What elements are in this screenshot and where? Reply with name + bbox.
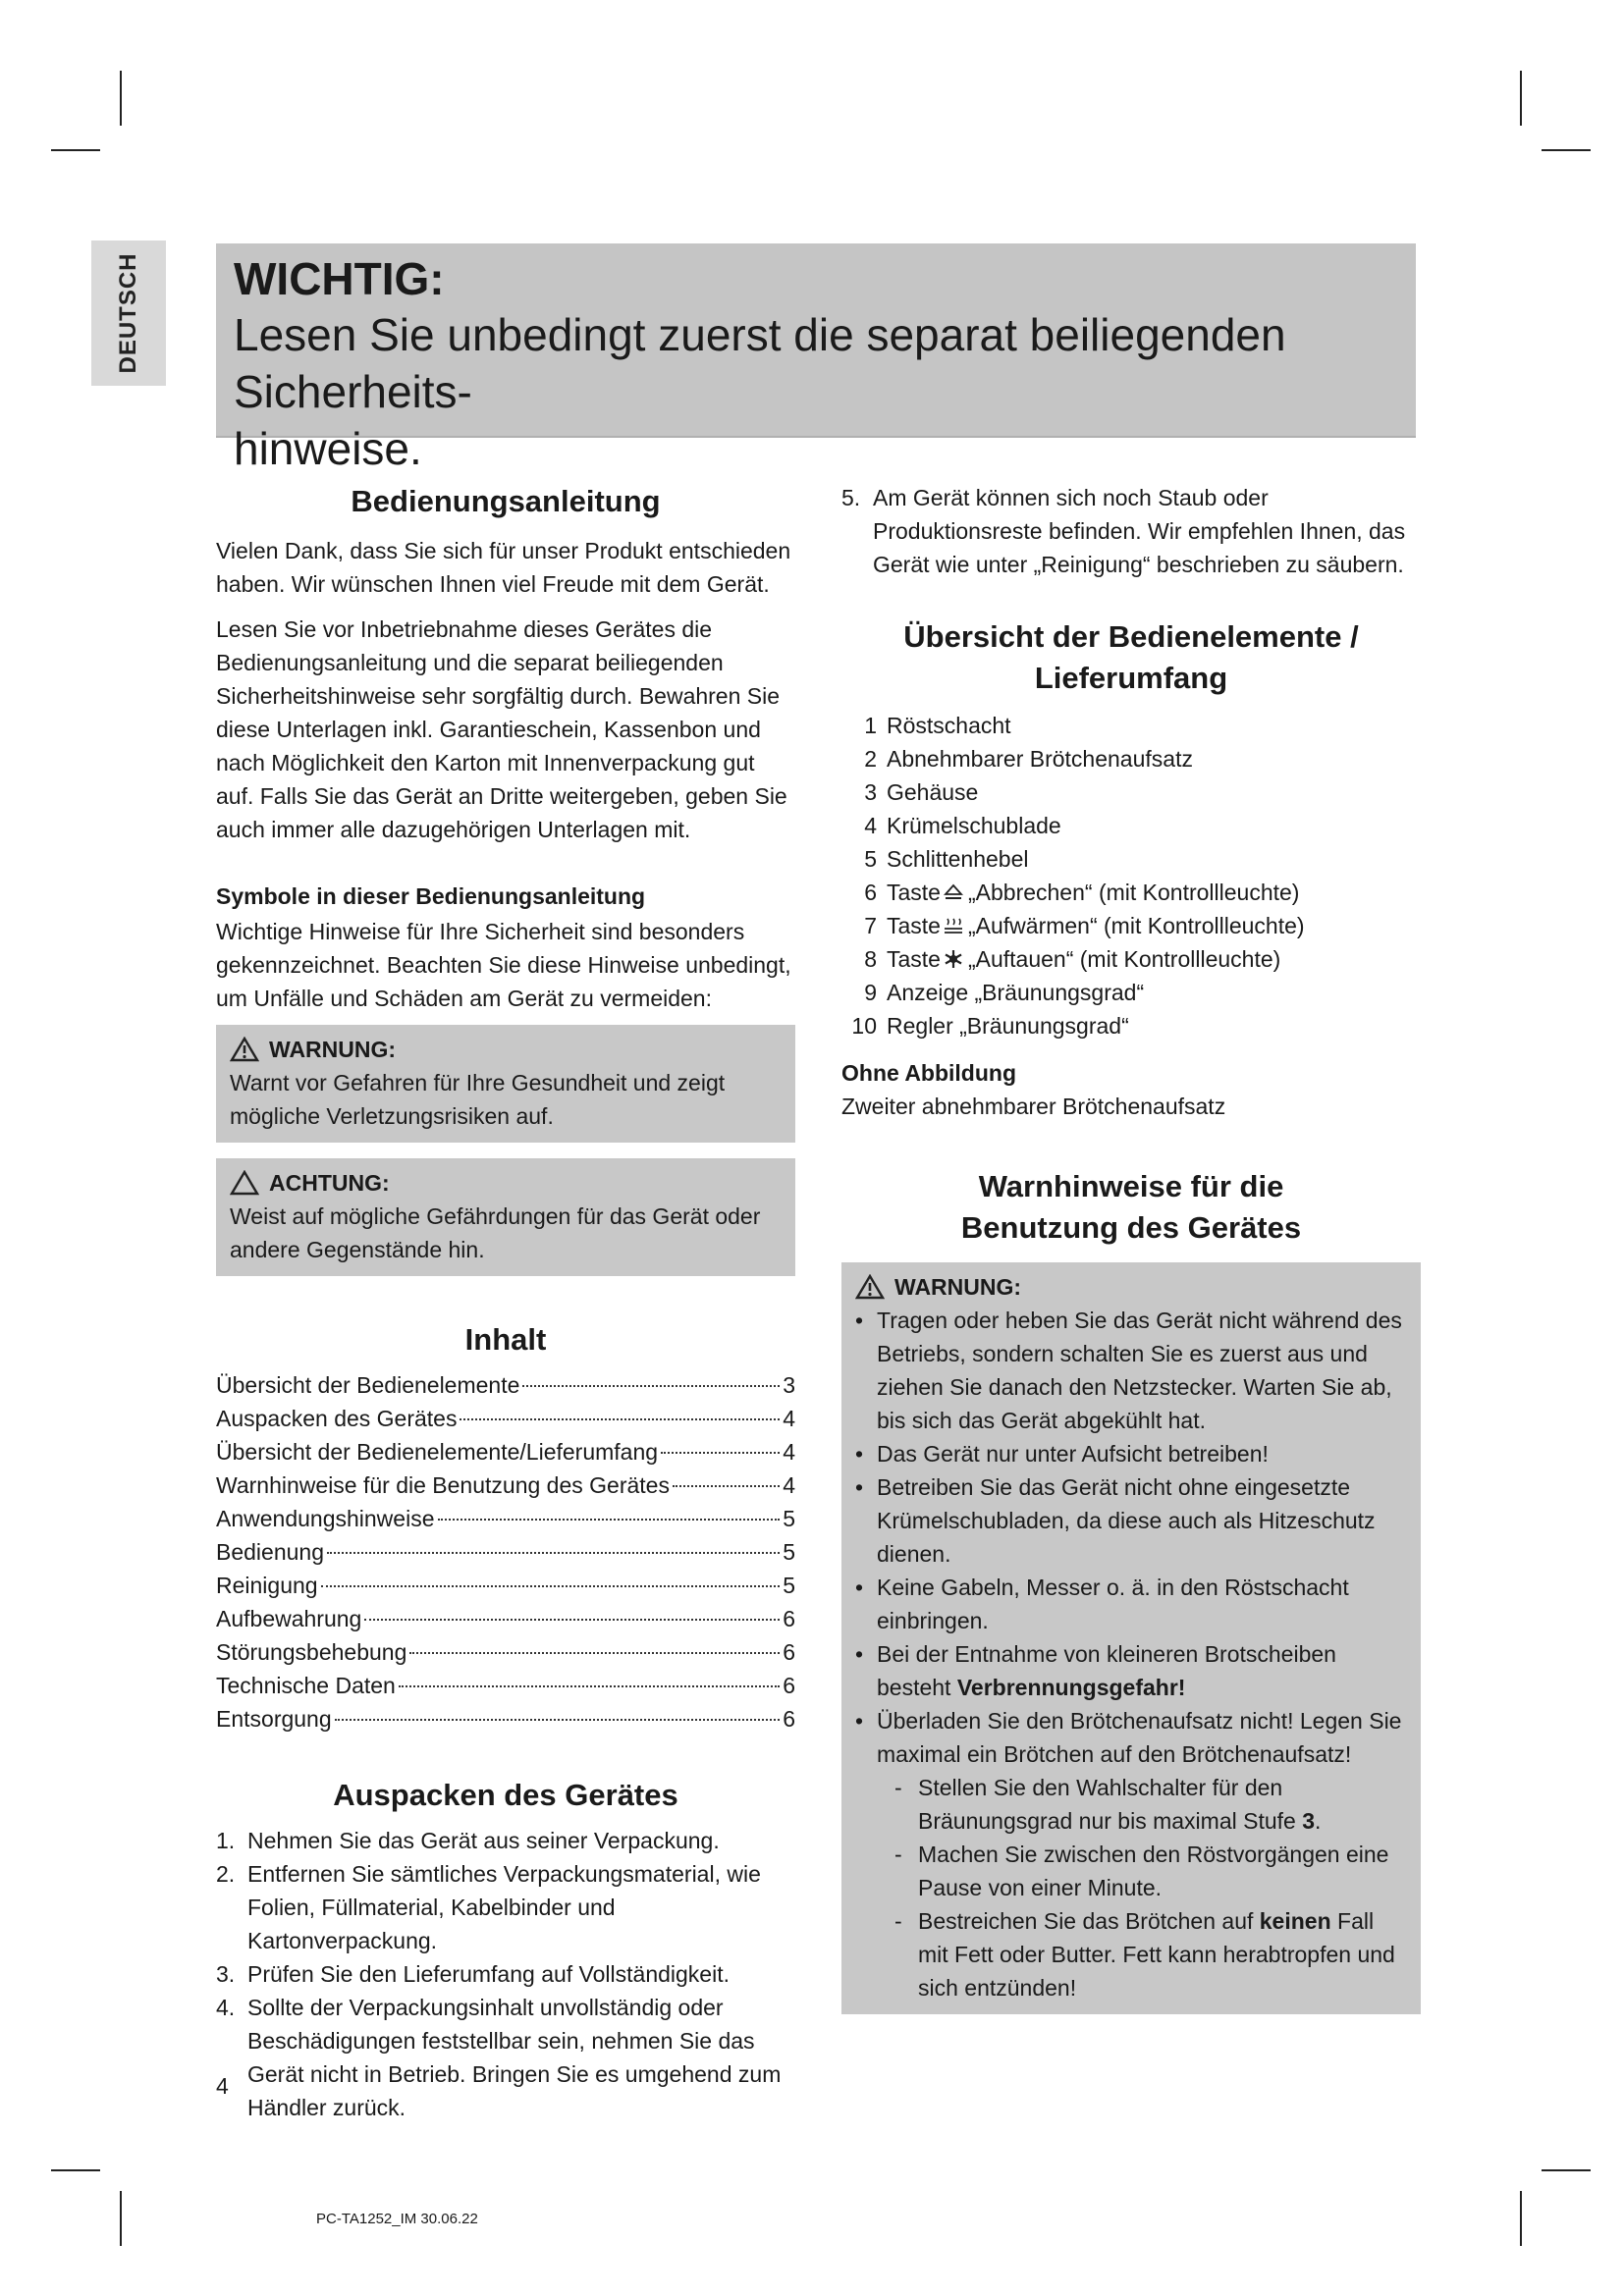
- toc-dot-leader: [335, 1719, 781, 1721]
- toc-page-number: 6: [783, 1606, 795, 1631]
- sub-bullet-text: Machen Sie zwischen den Röstvorgängen eine Pause von einer Minute.: [918, 1842, 1389, 1900]
- language-tab-label: DEUTSCH: [115, 252, 141, 374]
- bullet-mark: •: [855, 1308, 864, 1333]
- step-number: 2.: [216, 1861, 236, 1887]
- safety-bullet: [855, 1637, 1407, 1704]
- step-text: Nehmen Sie das Gerät aus seiner Verpackung.: [247, 1828, 720, 1853]
- toc-label: Übersicht der Bedienelemente/Lieferumfang: [216, 1439, 659, 1465]
- part-number: 3: [864, 779, 877, 805]
- caution-box: [216, 1158, 795, 1276]
- dash-mark: -: [894, 1842, 902, 1867]
- part-label: Gehäuse: [887, 779, 979, 805]
- toc-label: Übersicht der Bedienelemente: [216, 1372, 520, 1398]
- parts-list-item: [841, 942, 1421, 976]
- toc-label: Aufbewahrung: [216, 1606, 362, 1631]
- unpack-step: [841, 481, 1421, 581]
- safety-bullet: [855, 1437, 1407, 1470]
- sub-bullet-text: Fall mit Fett oder Butter. Fett kann herabtropfen und sich entzünden!: [918, 1908, 1395, 2001]
- step-number: 5.: [841, 485, 861, 510]
- part-text: [887, 709, 1421, 742]
- toc-label: Störungsbehebung: [216, 1639, 407, 1665]
- part-label: Röstschacht: [887, 713, 1011, 738]
- toc-dot-leader: [364, 1619, 780, 1621]
- eject-icon: [943, 882, 964, 902]
- toc-row: [216, 1635, 795, 1669]
- part-number: 9: [864, 980, 877, 1005]
- part-label: „Aufwärmen“ (mit Kontrollleuchte): [967, 913, 1305, 938]
- toc-row: [216, 1535, 795, 1569]
- part-number: 6: [864, 880, 877, 905]
- bullet-mark: •: [855, 1474, 864, 1500]
- crop-mark: [51, 149, 100, 151]
- snowflake-icon: [943, 949, 964, 969]
- crop-mark: [120, 2191, 122, 2246]
- part-text: [887, 775, 1421, 809]
- left-column: [216, 481, 795, 2124]
- part-label: Abnehmbarer Brötchenaufsatz: [887, 746, 1193, 772]
- dash-mark: -: [894, 1775, 902, 1800]
- step-number: 3.: [216, 1961, 236, 1987]
- unpack-steps-list: [216, 1824, 795, 2124]
- section-heading-inhalt: Inhalt: [464, 1322, 547, 1357]
- intro-paragraph-2: Lesen Sie vor Inbetriebnahme dieses Gerätes die Bedienungsanleitung und die separat beiliegenden Sicherheitshinweise sehr sorgfältig durch. Bewahren Sie diese Unterlagen inkl. Garantieschein, Kassenbon und nach Möglichkeit den Karton mit Innenverpackung gut auf. Falls Sie das Gerät an Dritte weitergeben, geben Sie auch immer alle dazugehörigen Unterlagen mit.: [216, 616, 787, 842]
- step-text: Prüfen Sie den Lieferumfang auf Vollständigkeit.: [247, 1961, 730, 1987]
- part-label: Regler „Bräunungsgrad“: [887, 1013, 1129, 1039]
- toc-dot-leader: [661, 1452, 780, 1454]
- toc-dot-leader: [327, 1552, 780, 1554]
- toc-page-number: 4: [783, 1406, 795, 1431]
- toc-page-number: 5: [783, 1539, 795, 1565]
- toc-label: Entsorgung: [216, 1706, 332, 1732]
- toc-row: [216, 1702, 795, 1735]
- crop-mark: [1542, 149, 1591, 151]
- parts-list-item: [841, 876, 1421, 909]
- caution-box-text: Weist auf mögliche Gefährdungen für das Gerät oder andere Gegenstände hin.: [230, 1203, 761, 1262]
- ohne-abbildung-text: Zweiter abnehmbarer Brötchenaufsatz: [841, 1094, 1226, 1119]
- bullet-mark: •: [855, 1441, 864, 1467]
- toc-row: [216, 1569, 795, 1602]
- step-number: 4.: [216, 1995, 236, 2020]
- toc-label: Reinigung: [216, 1573, 318, 1598]
- safety-warning-title: WARNUNG:: [894, 1274, 1022, 1300]
- part-number: 8: [864, 946, 877, 972]
- part-text: [887, 809, 1421, 842]
- symbols-heading: Symbole in dieser Bedienungsanleitung: [216, 883, 646, 909]
- toc-row: [216, 1368, 795, 1402]
- intro-paragraph-1: Vielen Dank, dass Sie sich für unser Produkt entschieden haben. Wir wünschen Ihnen viel Freude mit dem Gerät.: [216, 538, 791, 597]
- part-label: Anzeige „Bräunungsgrad“: [887, 980, 1145, 1005]
- dash-mark: -: [894, 1908, 902, 1934]
- warning-box: [216, 1025, 795, 1143]
- unpack-step: [216, 1991, 795, 2124]
- crop-mark: [51, 2169, 100, 2171]
- parts-list-item: [841, 909, 1421, 942]
- toc-label: Warnhinweise für die Benutzung des Gerätes: [216, 1472, 670, 1498]
- bullet-mark: •: [855, 1708, 864, 1734]
- unpack-step: [216, 1957, 795, 1991]
- warning-triangle-icon: [855, 1274, 885, 1300]
- warnhinweise-heading-line-2: Benutzung des Gerätes: [960, 1210, 1302, 1245]
- crop-mark: [120, 71, 122, 126]
- sub-bullet-bold: keinen: [1259, 1908, 1331, 1934]
- toc-page-number: 3: [783, 1372, 795, 1398]
- toc-page-number: 6: [783, 1639, 795, 1665]
- part-text: [887, 942, 1421, 976]
- toc-page-number: 4: [783, 1439, 795, 1465]
- safety-bullet: [855, 1704, 1407, 1771]
- safety-bullet-list: [855, 1304, 1407, 1637]
- safety-bullet-text: Tragen oder heben Sie das Gerät nicht während des Betriebs, sondern schalten Sie es zuerst aus und ziehen Sie danach den Netzstecker. Warten Sie ab, bis sich das Gerät abgekühlt hat.: [877, 1308, 1402, 1433]
- parts-list: [841, 709, 1421, 1042]
- warming-icon: [943, 916, 964, 935]
- uebersicht-heading-line-2: Lieferumfang: [1034, 661, 1228, 695]
- crop-mark: [1520, 2191, 1522, 2246]
- warning-box-title: WARNUNG:: [269, 1037, 397, 1062]
- safety-sub-bullet: [855, 1838, 1407, 1904]
- toc-dot-leader: [522, 1385, 780, 1387]
- part-number: 2: [864, 746, 877, 772]
- parts-list-item: [841, 1009, 1421, 1042]
- bullet-mark: •: [855, 1641, 864, 1667]
- toc-page-number: 5: [783, 1506, 795, 1531]
- page-number: 4: [216, 2073, 229, 2099]
- safety-bullet-bold: Verbrennungsgefahr!: [956, 1675, 1186, 1700]
- uebersicht-heading-line-1: Übersicht der Bedienelemente /: [903, 619, 1359, 654]
- part-text: [887, 876, 1421, 909]
- safety-warning-box: [841, 1262, 1421, 2014]
- toc-page-number: 4: [783, 1472, 795, 1498]
- symbols-text: Wichtige Hinweise für Ihre Sicherheit sind besonders gekennzeichnet. Beachten Sie diese Hinweise unbedingt, um Unfälle und Schäden am Gerät zu vermeiden:: [216, 919, 791, 1011]
- part-text-prefix: Taste: [887, 946, 941, 972]
- parts-list-item: [841, 976, 1421, 1009]
- table-of-contents: [216, 1368, 795, 1735]
- warning-triangle-icon: [230, 1037, 259, 1062]
- part-number: 7: [864, 913, 877, 938]
- caution-box-title: ACHTUNG:: [269, 1170, 390, 1196]
- part-number: 5: [864, 846, 877, 872]
- section-heading-bedienungsanleitung: Bedienungsanleitung: [351, 484, 661, 518]
- toc-label: Anwendungshinweise: [216, 1506, 435, 1531]
- right-column: [841, 481, 1421, 2014]
- toc-dot-leader: [399, 1685, 780, 1687]
- step-number: 1.: [216, 1828, 236, 1853]
- toc-row: [216, 1468, 795, 1502]
- toc-page-number: 6: [783, 1706, 795, 1732]
- part-label: Krümelschublade: [887, 813, 1061, 838]
- part-text-prefix: Taste: [887, 880, 941, 905]
- part-text: [887, 1009, 1421, 1042]
- step-text: Am Gerät können sich noch Staub oder Produktionsreste befinden. Wir empfehlen Ihnen, das Gerät wie unter „Reinigung“ beschrieben zu säubern.: [873, 485, 1406, 577]
- part-label: Schlittenhebel: [887, 846, 1029, 872]
- toc-label: Auspacken des Gerätes: [216, 1406, 458, 1431]
- toc-row: [216, 1402, 795, 1435]
- part-text: [887, 742, 1421, 775]
- step-text: Sollte der Verpackungsinhalt unvollständig oder Beschädigungen feststellbar sein, nehmen Sie das Gerät nicht in Betrieb. Bringen Sie es umgehend zum Händler zurück.: [247, 1995, 782, 2120]
- safety-bullet-text: Das Gerät nur unter Aufsicht betreiben!: [877, 1441, 1269, 1467]
- banner-line-1: Lesen Sie unbedingt zuerst die separat beiliegenden Sicherheits-: [234, 309, 1286, 417]
- warnhinweise-heading-line-1: Warnhinweise für die: [978, 1169, 1284, 1203]
- safety-bullet: [855, 1304, 1407, 1437]
- part-label: „Auftauen“ (mit Kontrollleuchte): [967, 946, 1281, 972]
- sub-bullet-text: Bestreichen Sie das Brötchen auf: [918, 1908, 1254, 1934]
- toc-dot-leader: [460, 1418, 780, 1420]
- parts-list-item: [841, 709, 1421, 742]
- toc-row: [216, 1669, 795, 1702]
- banner-line-2: hinweise.: [234, 423, 422, 474]
- crop-mark: [1542, 2169, 1591, 2171]
- section-heading-auspacken: Auspacken des Gerätes: [333, 1778, 678, 1812]
- section-heading-warnhinweise: [841, 1166, 1421, 1249]
- part-number: 4: [864, 813, 877, 838]
- toc-row: [216, 1602, 795, 1635]
- unpack-step: [216, 1824, 795, 1857]
- safety-sub-bullet: [855, 1904, 1407, 2004]
- safety-bullet-text: Bei der Entnahme von kleineren Brotscheiben besteht: [877, 1641, 1336, 1700]
- unpack-steps-list-continued: [841, 481, 1421, 581]
- toc-dot-leader: [673, 1485, 780, 1487]
- warning-box-text: Warnt vor Gefahren für Ihre Gesundheit und zeigt mögliche Verletzungsrisiken auf.: [230, 1070, 726, 1129]
- language-tab: [91, 240, 166, 386]
- safety-bullet: [855, 1470, 1407, 1571]
- bullet-mark: •: [855, 1575, 864, 1600]
- part-text-prefix: Taste: [887, 913, 941, 938]
- toc-page-number: 5: [783, 1573, 795, 1598]
- toc-dot-leader: [409, 1652, 780, 1654]
- parts-list-item: [841, 775, 1421, 809]
- safety-sub-bullet: [855, 1771, 1407, 1838]
- caution-triangle-icon: [230, 1170, 259, 1196]
- ohne-abbildung-heading: Ohne Abbildung: [841, 1060, 1017, 1086]
- part-text: [887, 976, 1421, 1009]
- toc-dot-leader: [321, 1585, 781, 1587]
- part-text: [887, 842, 1421, 876]
- toc-row: [216, 1502, 795, 1535]
- parts-list-item: [841, 809, 1421, 842]
- step-text: Entfernen Sie sämtliches Verpackungsmaterial, wie Folien, Füllmaterial, Kabelbinder und Kartonverpackung.: [247, 1861, 761, 1953]
- sub-bullet-bold: 3: [1302, 1808, 1315, 1834]
- important-banner: [216, 243, 1416, 474]
- safety-bullet-text: Keine Gabeln, Messer o. ä. in den Röstschacht einbringen.: [877, 1575, 1349, 1633]
- unpack-step: [216, 1857, 795, 1957]
- crop-mark: [1520, 71, 1522, 126]
- document-code: PC-TA1252_IM 30.06.22: [316, 2211, 478, 2227]
- sub-bullet-end: .: [1315, 1808, 1322, 1834]
- safety-bullet: [855, 1571, 1407, 1637]
- part-text: [887, 909, 1421, 942]
- section-heading-uebersicht: [841, 616, 1421, 699]
- banner-title: WICHTIG:: [234, 253, 445, 304]
- parts-list-item: [841, 742, 1421, 775]
- toc-label: Bedienung: [216, 1539, 324, 1565]
- parts-list-item: [841, 842, 1421, 876]
- part-number: 1: [864, 713, 877, 738]
- part-label: „Abbrechen“ (mit Kontrollleuchte): [967, 880, 1300, 905]
- toc-dot-leader: [438, 1519, 781, 1521]
- safety-bullet-text: Überladen Sie den Brötchenaufsatz nicht! Legen Sie maximal ein Brötchen auf den Brötchenaufsatz!: [877, 1708, 1402, 1767]
- part-number: 10: [851, 1013, 877, 1039]
- toc-page-number: 6: [783, 1673, 795, 1698]
- toc-label: Technische Daten: [216, 1673, 396, 1698]
- safety-bullet-text: Betreiben Sie das Gerät nicht ohne eingesetzte Krümelschubladen, da diese auch als Hitzeschutz dienen.: [877, 1474, 1376, 1567]
- toc-row: [216, 1435, 795, 1468]
- sub-bullet-text: Stellen Sie den Wahlschalter für den Bräunungsgrad nur bis maximal Stufe: [918, 1775, 1296, 1834]
